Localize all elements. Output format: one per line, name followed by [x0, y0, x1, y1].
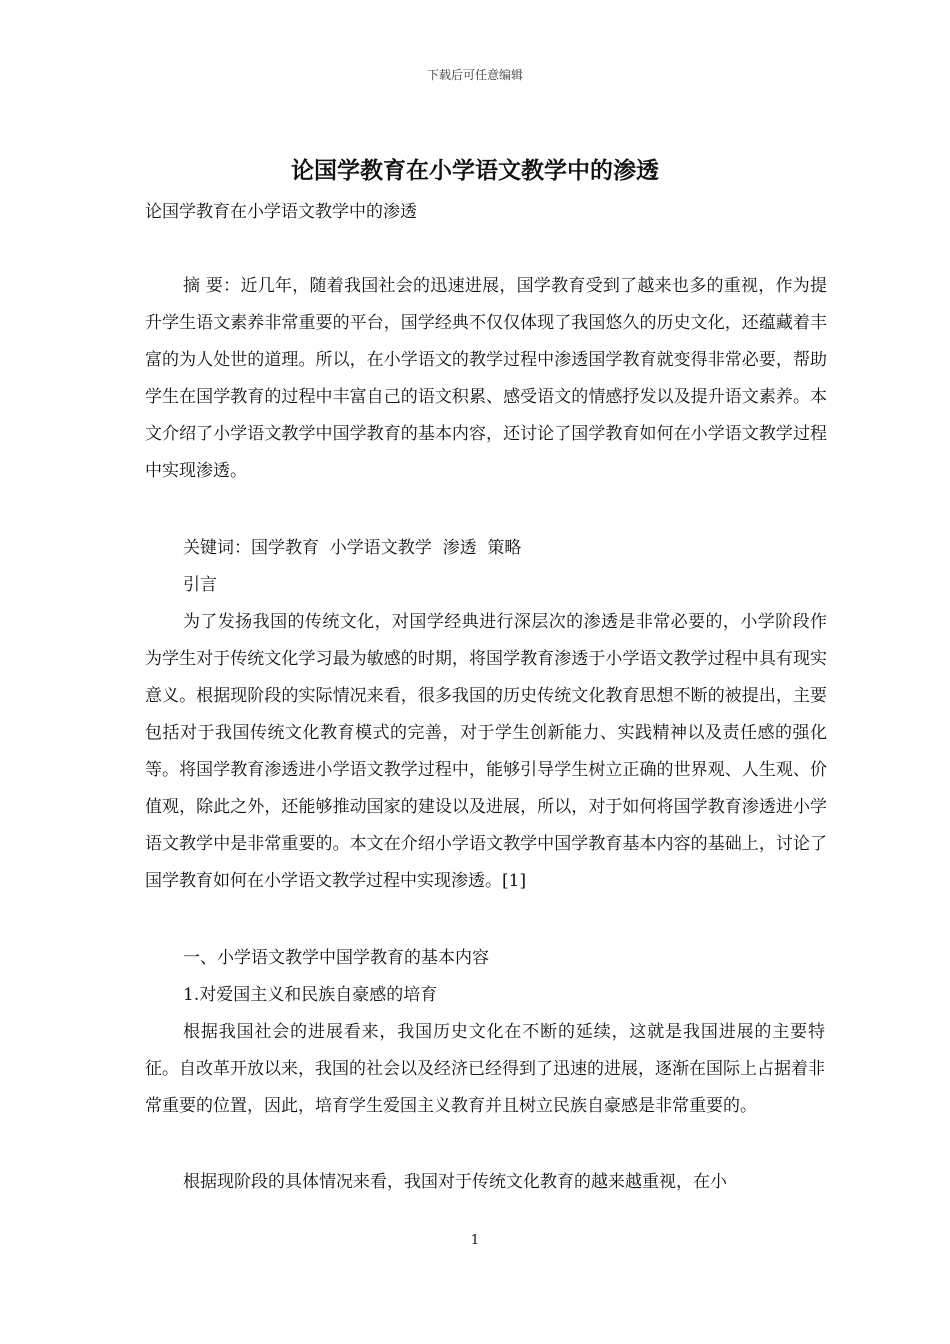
- body-paragraph-patriotism: 根据我国社会的进展看来，我国历史文化在不断的延续，这就是我国进展的主要特征。自改革开放以来，我国的社会以及经济已经得到了迅速的进展，逐渐在国际上占据着非常重要的位置，因此，培育学生爱国主义教育并且树立民族自豪感是非常重要的。: [145, 1022, 825, 1116]
- abstract-text: 近几年，随着我国社会的迅速进展，国学教育受到了越来也多的重视，作为提升学生语文素养非常重要的平台，国学经典不仅仅体现了我国悠久的历史文化，还蕴藏着丰富的为人处世的道理。所以，在小学语文的教学过程中渗透国学教育就变得非常必要，帮助学生在国学教育的过程中丰富自己的语文积累、感受语文的情感抒发以及提升语文素养。本文介绍了小学语文教学中国学教育的基本内容，还讨论了国学教育如何在小学语文教学过程中实现渗透。: [145, 276, 828, 481]
- keywords-line: 关键词：国学教育 小学语文教学 渗透 策略: [183, 538, 522, 558]
- document-subtitle: 论国学教育在小学语文教学中的渗透: [145, 202, 417, 222]
- intro-paragraph: 为了发扬我国的传统文化，对国学经典进行深层次的渗透是非常必要的，小学阶段作为学生对于传统文化学习最为敏感的时期，将国学教育渗透于小学语文教学过程中具有现实意义。根据现阶段的实际情况来看，很多我国的历史传统文化教育思想不断的被提出，主要包括对于我国传统文化教育模式的完善，对于学生创新能力、实践精神以及责任感的强化等。将国学教育渗透进小学语文教学过程中，能够引导学生树立正确的世界观、人生观、价值观，除此之外，还能够推动国家的建设以及进展，所以，对于如何将国学教育渗透进小学语文教学中是非常重要的。本文在介绍小学语文教学中国学教育基本内容的基础上，讨论了国学教育如何在小学语文教学过程中实现渗透。[1]: [145, 612, 827, 891]
- intro-heading: 引言: [183, 575, 217, 595]
- header-note: 下载后可任意编辑: [426, 68, 523, 82]
- document-title: 论国学教育在小学语文教学中的渗透: [291, 157, 659, 184]
- abstract-label: 摘 要：: [183, 276, 241, 296]
- section-1-heading: 一、小学语文教学中国学教育的基本内容: [183, 948, 489, 968]
- abstract-paragraph: [145, 268, 827, 490]
- page-number: 1: [470, 1233, 480, 1248]
- body-paragraph-current-situation: 根据现阶段的具体情况来看，我国对于传统文化教育的越来越重视，在小: [183, 1172, 727, 1192]
- section-1-1-heading: 1.对爱国主义和民族自豪感的培育: [183, 985, 438, 1005]
